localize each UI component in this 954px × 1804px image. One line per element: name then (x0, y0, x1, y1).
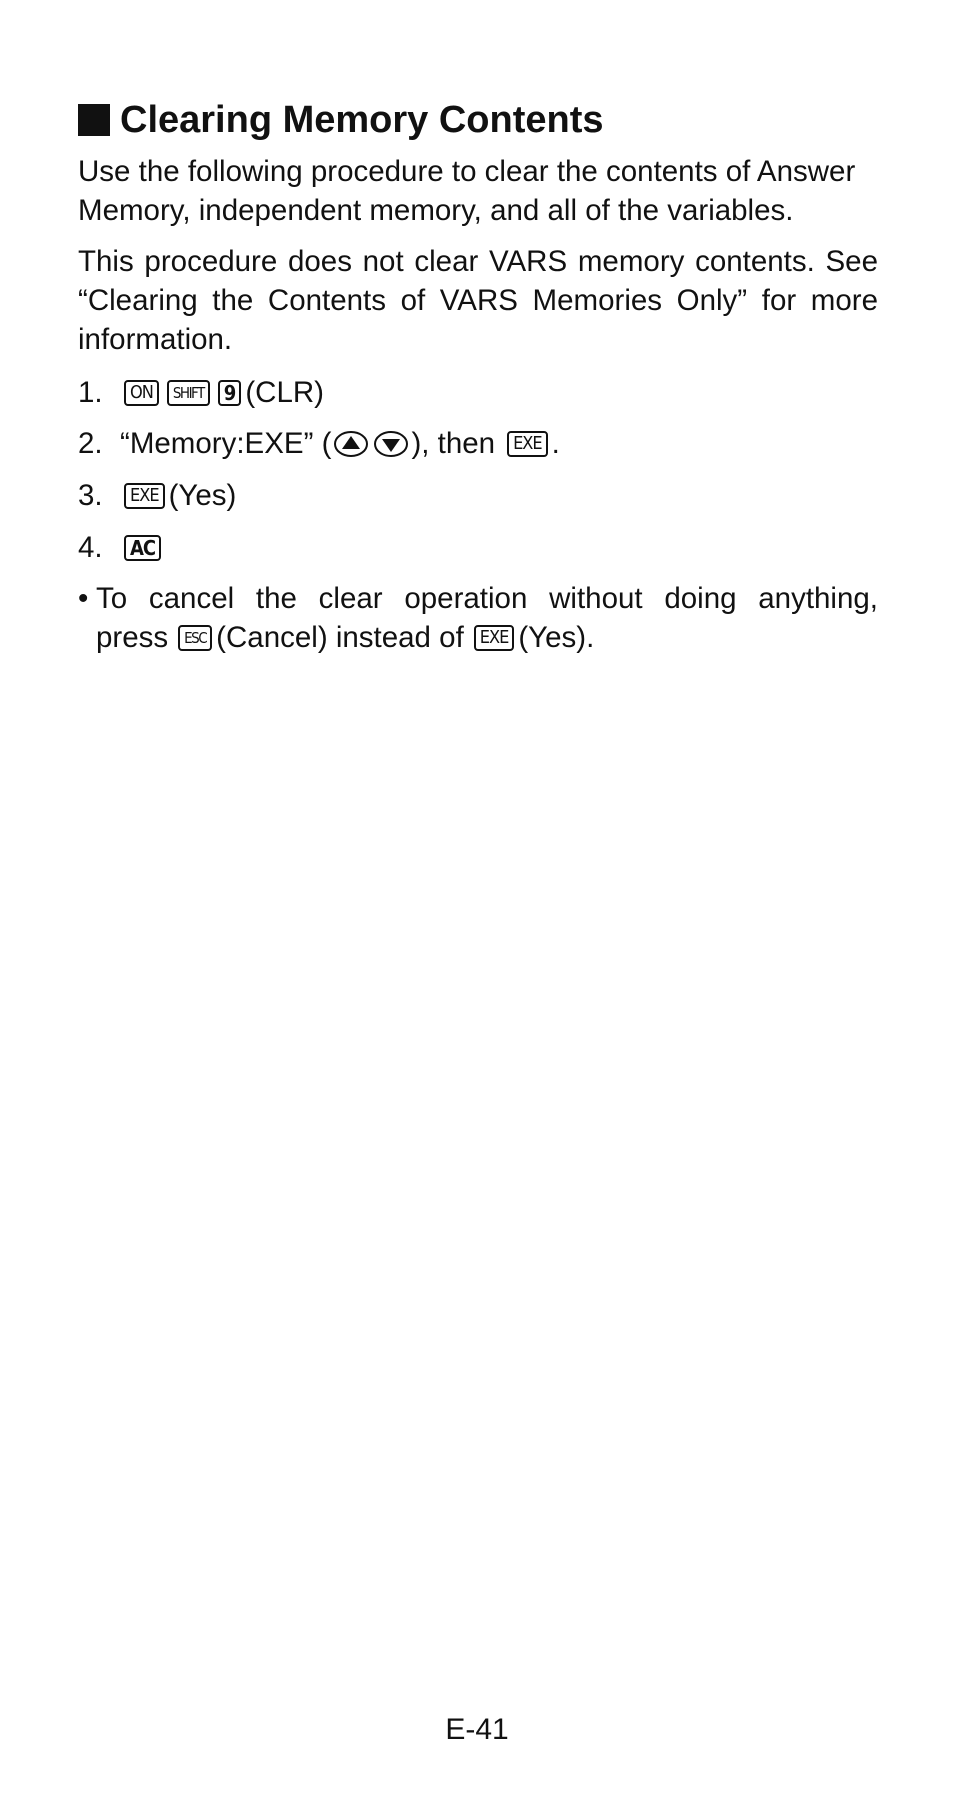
black-square-icon (78, 104, 110, 136)
esc-key-icon: ESC (178, 625, 212, 651)
step-suffix: (CLR) (245, 376, 324, 409)
section-heading (78, 96, 604, 144)
step-end: . (551, 427, 560, 460)
step-suffix: (Yes) (168, 479, 237, 512)
exe-key-icon: EXE (124, 483, 165, 509)
step-number: 1. (78, 376, 103, 409)
down-arrow-key-icon (373, 430, 409, 458)
exe-key-icon: EXE (474, 625, 515, 651)
intro-paragraph: Use the following procedure to clear the contents of Answer Memory, independent memory, and all of the variables. (78, 155, 856, 227)
heading-text: Clearing Memory Contents (120, 99, 604, 141)
step-1 (78, 373, 324, 413)
step-3 (78, 476, 236, 516)
exe-key-icon: EXE (507, 431, 548, 457)
ac-key-icon: AC (124, 535, 161, 561)
step-4 (78, 528, 165, 568)
note-yes: (Yes). (518, 621, 595, 654)
step-number: 2. (78, 427, 103, 460)
nine-key-icon: 9 (218, 380, 242, 406)
up-arrow-key-icon (333, 430, 369, 458)
step-number: 4. (78, 531, 103, 564)
cancel-note (78, 579, 878, 657)
step-prefix: “Memory:EXE” ( (120, 427, 332, 460)
note-press: press (96, 621, 169, 654)
note-cancel: (Cancel) instead of (216, 621, 464, 654)
on-key-icon: ON (124, 380, 159, 406)
note-line-1: To cancel the clear operation without doing anything, (96, 582, 878, 615)
step-mid: ), then (411, 427, 496, 460)
page-number: E-41 (445, 1713, 509, 1746)
step-2 (78, 424, 560, 464)
bullet-dot: • (78, 582, 89, 615)
shift-key-icon: SHIFT (167, 380, 210, 406)
vars-note-paragraph: This procedure does not clear VARS memory contents. See “Clearing the Contents of VARS Memories Only” for more information. (78, 245, 878, 356)
step-number: 3. (78, 479, 103, 512)
